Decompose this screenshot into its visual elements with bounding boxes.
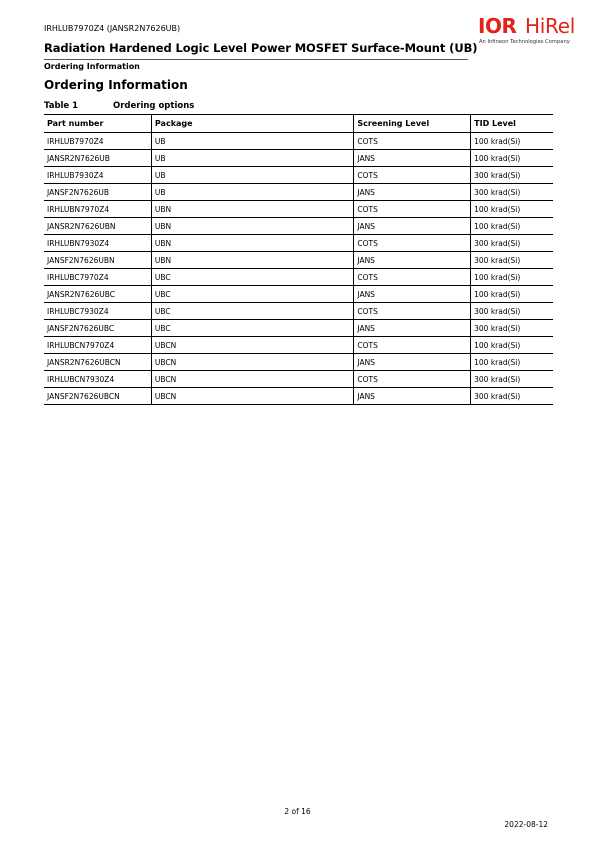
table-cell: JANSR2N7626UBC	[44, 286, 151, 303]
table-cell: JANS	[354, 252, 471, 269]
table-cell: UB	[151, 133, 353, 150]
table-cell: COTS	[354, 303, 471, 320]
brand-logo	[478, 14, 588, 50]
page-number: 2 of 16	[284, 807, 311, 816]
table-cell: JANS	[354, 286, 471, 303]
column-header: Part number	[44, 115, 151, 133]
table-row	[44, 150, 553, 167]
table-cell: 300 krad(Si)	[471, 320, 553, 337]
table-cell: 300 krad(Si)	[471, 235, 553, 252]
table-row	[44, 354, 553, 371]
ordering-options-table	[44, 114, 553, 405]
table-cell: IRHLUB7930Z4	[44, 167, 151, 184]
table-cell: JANS	[354, 320, 471, 337]
table-cell: 300 krad(Si)	[471, 167, 553, 184]
table-cell: 100 krad(Si)	[471, 218, 553, 235]
table-cell: JANS	[354, 218, 471, 235]
header-part-number: IRHLUB7970Z4 (JANSR2N7626UB)	[44, 24, 181, 33]
table-row	[44, 252, 553, 269]
table-cell: UB	[151, 150, 353, 167]
column-header: TID Level	[471, 115, 553, 133]
table-cell: COTS	[354, 337, 471, 354]
table-cell: UBCN	[151, 388, 353, 405]
table-cell: UBCN	[151, 337, 353, 354]
table-cell: 100 krad(Si)	[471, 133, 553, 150]
table-cell: COTS	[354, 201, 471, 218]
table-cell: UB	[151, 184, 353, 201]
header-rule	[44, 59, 468, 60]
table-cell: UBCN	[151, 371, 353, 388]
table-cell: UBN	[151, 252, 353, 269]
document-date: 2022-08-12	[504, 820, 548, 829]
table-cell: JANSR2N7626UB	[44, 150, 151, 167]
table-cell: COTS	[354, 133, 471, 150]
table-cell: IRHLUBCN7930Z4	[44, 371, 151, 388]
breadcrumb: Ordering Information	[44, 62, 140, 71]
table-cell: UBN	[151, 218, 353, 235]
table-row	[44, 371, 553, 388]
table-cell: 300 krad(Si)	[471, 252, 553, 269]
section-title: Ordering Information	[44, 78, 188, 92]
table-cell: UBC	[151, 303, 353, 320]
table-cell: JANSF2N7626UBCN	[44, 388, 151, 405]
table-cell: JANS	[354, 150, 471, 167]
table-cell: UB	[151, 167, 353, 184]
table-header-row	[44, 115, 553, 133]
table-cell: IRHLUBN7970Z4	[44, 201, 151, 218]
table-row	[44, 320, 553, 337]
table-cell: 300 krad(Si)	[471, 184, 553, 201]
table-cell: IRHLUBC7930Z4	[44, 303, 151, 320]
table-cell: COTS	[354, 235, 471, 252]
table-cell: JANS	[354, 184, 471, 201]
table-row	[44, 167, 553, 184]
table-cell: 100 krad(Si)	[471, 286, 553, 303]
table-row	[44, 388, 553, 405]
table-cell: 100 krad(Si)	[471, 337, 553, 354]
table-row	[44, 286, 553, 303]
table-cell: COTS	[354, 371, 471, 388]
table-cell: UBC	[151, 269, 353, 286]
table-cell: JANSR2N7626UBCN	[44, 354, 151, 371]
table-cell: UBC	[151, 286, 353, 303]
table-cell: JANSF2N7626UBC	[44, 320, 151, 337]
table-cell: UBN	[151, 201, 353, 218]
column-header: Package	[151, 115, 353, 133]
table-body	[44, 133, 553, 405]
table-cell: UBC	[151, 320, 353, 337]
table-cell: 100 krad(Si)	[471, 354, 553, 371]
table-row	[44, 201, 553, 218]
table-cell: JANSF2N7626UBN	[44, 252, 151, 269]
table-cell: COTS	[354, 269, 471, 286]
table-cell: 300 krad(Si)	[471, 371, 553, 388]
table-cell: JANSR2N7626UBN	[44, 218, 151, 235]
table-cell: COTS	[354, 167, 471, 184]
table-caption	[44, 101, 195, 111]
table-label: Table 1	[44, 101, 79, 111]
table-cell: IRHLUB7970Z4	[44, 133, 151, 150]
table-title: Ordering options	[113, 101, 195, 111]
table-cell: 100 krad(Si)	[471, 269, 553, 286]
table-row	[44, 218, 553, 235]
table-cell: JANSF2N7626UB	[44, 184, 151, 201]
document-title: Radiation Hardened Logic Level Power MOSFET Surface-Mount (UB)	[44, 41, 478, 55]
table-row	[44, 235, 553, 252]
table-cell: IRHLUBCN7970Z4	[44, 337, 151, 354]
table-row	[44, 303, 553, 320]
table-cell: UBCN	[151, 354, 353, 371]
table-cell: 300 krad(Si)	[471, 303, 553, 320]
table-cell: IRHLUBC7970Z4	[44, 269, 151, 286]
table-cell: UBN	[151, 235, 353, 252]
logo-tagline: An Infineon Technologies Company	[479, 39, 570, 45]
table-cell: 100 krad(Si)	[471, 201, 553, 218]
table-row	[44, 133, 553, 150]
table-row	[44, 269, 553, 286]
table-row	[44, 337, 553, 354]
column-header: Screening Level	[354, 115, 471, 133]
logo-brand: HiRel	[525, 14, 575, 38]
table-cell: JANS	[354, 354, 471, 371]
logo-mark: IOR	[478, 14, 517, 38]
table-cell: 100 krad(Si)	[471, 150, 553, 167]
table-cell: 300 krad(Si)	[471, 388, 553, 405]
table-cell: JANS	[354, 388, 471, 405]
table-row	[44, 184, 553, 201]
table-cell: IRHLUBN7930Z4	[44, 235, 151, 252]
